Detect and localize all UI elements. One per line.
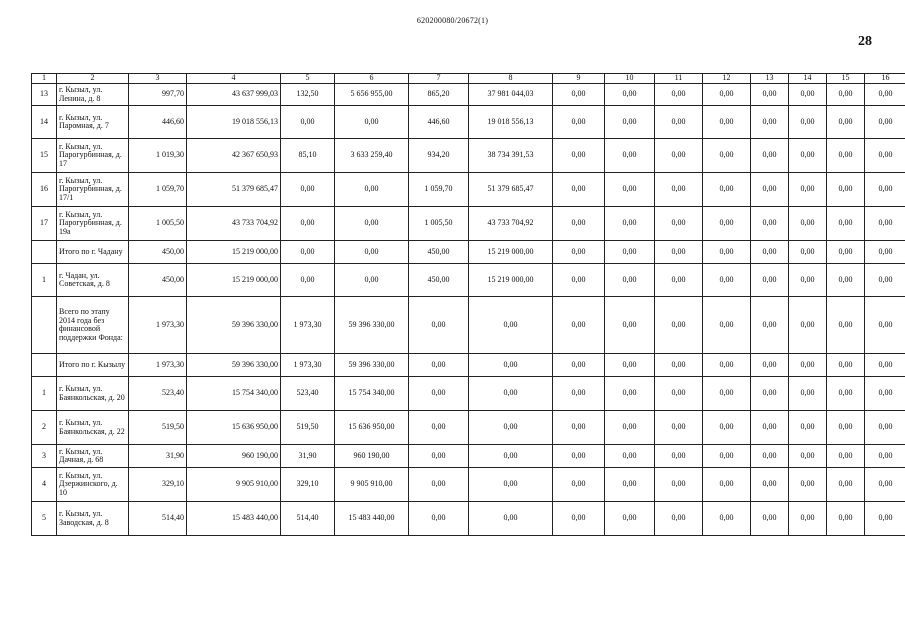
value-cell: 132,50 xyxy=(281,84,335,106)
table-row xyxy=(32,297,905,354)
value-cell: 0,00 xyxy=(469,445,553,468)
table-row xyxy=(32,139,905,173)
address-cell: г. Кызыл, ул. Дзержинского, д. 10 xyxy=(57,468,129,502)
value-cell: 43 637 999,03 xyxy=(187,84,281,106)
value-cell: 0,00 xyxy=(865,139,905,173)
row-number-cell xyxy=(32,241,57,264)
table-row xyxy=(32,468,905,502)
value-cell: 0,00 xyxy=(751,354,789,377)
column-number-row xyxy=(32,74,905,84)
value-cell: 0,00 xyxy=(703,241,751,264)
value-cell: 0,00 xyxy=(789,241,827,264)
value-cell: 0,00 xyxy=(553,173,605,207)
row-number-cell: 15 xyxy=(32,139,57,173)
value-cell: 0,00 xyxy=(703,106,751,139)
value-cell: 9 905 910,00 xyxy=(335,468,409,502)
value-cell: 0,00 xyxy=(789,377,827,411)
value-cell: 0,00 xyxy=(827,106,865,139)
value-cell: 1 973,30 xyxy=(281,297,335,354)
value-cell: 0,00 xyxy=(751,411,789,445)
value-cell: 523,40 xyxy=(281,377,335,411)
value-cell: 0,00 xyxy=(865,173,905,207)
value-cell: 0,00 xyxy=(827,377,865,411)
value-cell: 0,00 xyxy=(553,445,605,468)
address-cell: Итого по г. Кызылу xyxy=(57,354,129,377)
column-number: 10 xyxy=(605,74,655,84)
value-cell: 0,00 xyxy=(865,241,905,264)
table-row xyxy=(32,354,905,377)
value-cell: 0,00 xyxy=(605,445,655,468)
page-number: 28 xyxy=(858,34,872,49)
row-number-cell: 3 xyxy=(32,445,57,468)
value-cell: 0,00 xyxy=(751,468,789,502)
value-cell: 0,00 xyxy=(827,139,865,173)
value-cell: 1 973,30 xyxy=(129,354,187,377)
column-number: 2 xyxy=(57,74,129,84)
value-cell: 51 379 685,47 xyxy=(469,173,553,207)
value-cell: 1 005,50 xyxy=(129,207,187,241)
row-number-cell: 2 xyxy=(32,411,57,445)
value-cell: 329,10 xyxy=(281,468,335,502)
value-cell: 0,00 xyxy=(789,297,827,354)
value-cell: 19 018 556,13 xyxy=(469,106,553,139)
value-cell: 0,00 xyxy=(553,354,605,377)
value-cell: 0,00 xyxy=(469,354,553,377)
value-cell: 450,00 xyxy=(129,264,187,297)
column-number: 8 xyxy=(469,74,553,84)
column-number: 16 xyxy=(865,74,905,84)
value-cell: 0,00 xyxy=(789,173,827,207)
value-cell: 15 483 440,00 xyxy=(335,502,409,536)
value-cell: 0,00 xyxy=(789,411,827,445)
row-number-cell: 1 xyxy=(32,264,57,297)
value-cell: 0,00 xyxy=(751,502,789,536)
value-cell: 0,00 xyxy=(655,207,703,241)
value-cell: 0,00 xyxy=(703,502,751,536)
value-cell: 960 190,00 xyxy=(187,445,281,468)
value-cell: 15 219 000,00 xyxy=(469,241,553,264)
column-number: 12 xyxy=(703,74,751,84)
value-cell: 0,00 xyxy=(751,106,789,139)
value-cell: 15 219 000,00 xyxy=(187,264,281,297)
value-cell: 0,00 xyxy=(827,502,865,536)
document-id: 620200080/20672(1) xyxy=(416,16,489,25)
value-cell: 0,00 xyxy=(751,264,789,297)
value-cell: 997,70 xyxy=(129,84,187,106)
value-cell: 0,00 xyxy=(605,468,655,502)
address-cell: Итого по г. Чадану xyxy=(57,241,129,264)
value-cell: 0,00 xyxy=(553,106,605,139)
value-cell: 0,00 xyxy=(655,84,703,106)
value-cell: 0,00 xyxy=(409,468,469,502)
value-cell: 0,00 xyxy=(553,468,605,502)
value-cell: 0,00 xyxy=(605,207,655,241)
value-cell: 0,00 xyxy=(789,84,827,106)
value-cell: 0,00 xyxy=(281,241,335,264)
value-cell: 0,00 xyxy=(827,297,865,354)
value-cell: 0,00 xyxy=(605,502,655,536)
value-cell: 0,00 xyxy=(827,411,865,445)
address-cell: г. Кызыл, ул. Заводская, д. 8 xyxy=(57,502,129,536)
value-cell: 0,00 xyxy=(827,468,865,502)
value-cell: 43 733 704,92 xyxy=(187,207,281,241)
value-cell: 9 905 910,00 xyxy=(187,468,281,502)
value-cell: 0,00 xyxy=(553,297,605,354)
value-cell: 0,00 xyxy=(751,139,789,173)
value-cell: 0,00 xyxy=(703,207,751,241)
row-number-cell: 13 xyxy=(32,84,57,106)
value-cell: 0,00 xyxy=(865,84,905,106)
value-cell: 0,00 xyxy=(409,502,469,536)
value-cell: 0,00 xyxy=(751,445,789,468)
value-cell: 0,00 xyxy=(703,84,751,106)
column-number: 5 xyxy=(281,74,335,84)
value-cell: 0,00 xyxy=(827,264,865,297)
column-number: 14 xyxy=(789,74,827,84)
value-cell: 0,00 xyxy=(751,84,789,106)
row-number-cell: 1 xyxy=(32,377,57,411)
value-cell: 0,00 xyxy=(335,173,409,207)
value-cell: 0,00 xyxy=(865,106,905,139)
value-cell: 0,00 xyxy=(789,354,827,377)
value-cell: 0,00 xyxy=(655,264,703,297)
value-cell: 0,00 xyxy=(789,468,827,502)
value-cell: 31,90 xyxy=(129,445,187,468)
value-cell: 0,00 xyxy=(827,207,865,241)
column-number: 11 xyxy=(655,74,703,84)
row-number-cell: 4 xyxy=(32,468,57,502)
value-cell: 0,00 xyxy=(469,502,553,536)
value-cell: 450,00 xyxy=(409,241,469,264)
value-cell: 519,50 xyxy=(129,411,187,445)
value-cell: 0,00 xyxy=(703,354,751,377)
column-number: 6 xyxy=(335,74,409,84)
address-cell: г. Кызыл, ул. Парогурбинная, д. 17/1 xyxy=(57,173,129,207)
value-cell: 0,00 xyxy=(655,139,703,173)
value-cell: 0,00 xyxy=(703,297,751,354)
value-cell: 0,00 xyxy=(335,106,409,139)
value-cell: 15 219 000,00 xyxy=(187,241,281,264)
table-row xyxy=(32,84,905,106)
value-cell: 0,00 xyxy=(469,411,553,445)
value-cell: 0,00 xyxy=(789,502,827,536)
value-cell: 0,00 xyxy=(553,139,605,173)
value-cell: 0,00 xyxy=(409,411,469,445)
value-cell: 0,00 xyxy=(827,445,865,468)
address-cell: г. Кызыл, ул. Парогурбинная, д. 19а xyxy=(57,207,129,241)
value-cell: 59 396 330,00 xyxy=(187,297,281,354)
value-cell: 0,00 xyxy=(865,411,905,445)
value-cell: 0,00 xyxy=(605,297,655,354)
value-cell: 15 636 950,00 xyxy=(335,411,409,445)
value-cell: 1 019,30 xyxy=(129,139,187,173)
column-number: 15 xyxy=(827,74,865,84)
value-cell: 865,20 xyxy=(409,84,469,106)
value-cell: 0,00 xyxy=(827,241,865,264)
value-cell: 0,00 xyxy=(605,241,655,264)
value-cell: 31,90 xyxy=(281,445,335,468)
value-cell: 450,00 xyxy=(129,241,187,264)
value-cell: 0,00 xyxy=(827,354,865,377)
value-cell: 38 734 391,53 xyxy=(469,139,553,173)
value-cell: 0,00 xyxy=(703,264,751,297)
value-cell: 1 059,70 xyxy=(409,173,469,207)
address-cell: г. Кызыл, ул. Баянкольская, д. 20 xyxy=(57,377,129,411)
value-cell: 0,00 xyxy=(655,173,703,207)
table-row xyxy=(32,377,905,411)
value-cell: 59 396 330,00 xyxy=(187,354,281,377)
value-cell: 0,00 xyxy=(865,264,905,297)
value-cell: 514,40 xyxy=(281,502,335,536)
value-cell: 0,00 xyxy=(281,264,335,297)
row-number-cell xyxy=(32,297,57,354)
value-cell: 0,00 xyxy=(655,445,703,468)
value-cell: 0,00 xyxy=(335,264,409,297)
value-cell: 0,00 xyxy=(865,207,905,241)
column-number: 7 xyxy=(409,74,469,84)
value-cell: 0,00 xyxy=(789,106,827,139)
value-cell: 0,00 xyxy=(605,411,655,445)
value-cell: 0,00 xyxy=(827,84,865,106)
value-cell: 0,00 xyxy=(553,84,605,106)
column-number: 1 xyxy=(32,74,57,84)
value-cell: 1 059,70 xyxy=(129,173,187,207)
value-cell: 0,00 xyxy=(827,173,865,207)
value-cell: 0,00 xyxy=(789,139,827,173)
value-cell: 0,00 xyxy=(409,297,469,354)
table-row xyxy=(32,241,905,264)
row-number-cell: 16 xyxy=(32,173,57,207)
value-cell: 0,00 xyxy=(655,297,703,354)
address-cell: Всего по этапу 2014 года без финансовой поддержки Фонда: xyxy=(57,297,129,354)
value-cell: 0,00 xyxy=(605,139,655,173)
value-cell: 15 483 440,00 xyxy=(187,502,281,536)
row-number-cell: 17 xyxy=(32,207,57,241)
value-cell: 0,00 xyxy=(469,468,553,502)
value-cell: 934,20 xyxy=(409,139,469,173)
table-row xyxy=(32,106,905,139)
value-cell: 0,00 xyxy=(281,173,335,207)
value-cell: 0,00 xyxy=(703,468,751,502)
row-number-cell: 5 xyxy=(32,502,57,536)
address-cell: г. Кызыл, ул. Ленина, д. 8 xyxy=(57,84,129,106)
value-cell: 0,00 xyxy=(655,502,703,536)
value-cell: 1 973,30 xyxy=(281,354,335,377)
value-cell: 0,00 xyxy=(605,84,655,106)
value-cell: 0,00 xyxy=(655,241,703,264)
value-cell: 0,00 xyxy=(751,241,789,264)
table-row xyxy=(32,445,905,468)
value-cell: 51 379 685,47 xyxy=(187,173,281,207)
value-cell: 0,00 xyxy=(789,207,827,241)
value-cell: 0,00 xyxy=(703,411,751,445)
value-cell: 0,00 xyxy=(703,139,751,173)
value-cell: 329,10 xyxy=(129,468,187,502)
value-cell: 0,00 xyxy=(553,411,605,445)
address-cell: г. Кызыл, ул. Парогурбинная, д. 17 xyxy=(57,139,129,173)
value-cell: 0,00 xyxy=(281,207,335,241)
table-row xyxy=(32,502,905,536)
table-row xyxy=(32,207,905,241)
value-cell: 446,60 xyxy=(409,106,469,139)
value-cell: 0,00 xyxy=(553,502,605,536)
value-cell: 0,00 xyxy=(751,297,789,354)
address-cell: г. Кызыл, ул. Паромная, д. 7 xyxy=(57,106,129,139)
value-cell: 0,00 xyxy=(409,377,469,411)
value-cell: 0,00 xyxy=(865,354,905,377)
value-cell: 0,00 xyxy=(865,445,905,468)
value-cell: 514,40 xyxy=(129,502,187,536)
value-cell: 3 633 259,40 xyxy=(335,139,409,173)
value-cell: 15 754 340,00 xyxy=(187,377,281,411)
value-cell: 0,00 xyxy=(335,207,409,241)
value-cell: 43 733 704,92 xyxy=(469,207,553,241)
value-cell: 0,00 xyxy=(605,354,655,377)
value-cell: 0,00 xyxy=(655,354,703,377)
column-number: 13 xyxy=(751,74,789,84)
table-row xyxy=(32,173,905,207)
value-cell: 1 973,30 xyxy=(129,297,187,354)
value-cell: 5 656 955,00 xyxy=(335,84,409,106)
value-cell: 42 367 650,93 xyxy=(187,139,281,173)
row-number-cell: 14 xyxy=(32,106,57,139)
value-cell: 523,40 xyxy=(129,377,187,411)
value-cell: 0,00 xyxy=(409,445,469,468)
value-cell: 0,00 xyxy=(789,264,827,297)
value-cell: 0,00 xyxy=(789,445,827,468)
value-cell: 0,00 xyxy=(335,241,409,264)
column-number: 3 xyxy=(129,74,187,84)
value-cell: 0,00 xyxy=(553,377,605,411)
value-cell: 0,00 xyxy=(469,377,553,411)
value-cell: 0,00 xyxy=(553,264,605,297)
value-cell: 0,00 xyxy=(865,377,905,411)
value-cell: 0,00 xyxy=(655,411,703,445)
value-cell: 0,00 xyxy=(751,207,789,241)
value-cell: 0,00 xyxy=(703,377,751,411)
address-cell: г. Кызыл, ул. Баянкольская, д. 22 xyxy=(57,411,129,445)
value-cell: 0,00 xyxy=(605,173,655,207)
value-cell: 519,50 xyxy=(281,411,335,445)
value-cell: 59 396 330,00 xyxy=(335,354,409,377)
value-cell: 15 754 340,00 xyxy=(335,377,409,411)
value-cell: 0,00 xyxy=(865,297,905,354)
value-cell: 0,00 xyxy=(409,354,469,377)
value-cell: 0,00 xyxy=(655,106,703,139)
value-cell: 37 981 044,03 xyxy=(469,84,553,106)
value-cell: 0,00 xyxy=(751,377,789,411)
address-cell: г. Чадан, ул. Советская, д. 8 xyxy=(57,264,129,297)
value-cell: 85,10 xyxy=(281,139,335,173)
value-cell: 0,00 xyxy=(605,264,655,297)
table-row xyxy=(32,264,905,297)
column-number: 9 xyxy=(553,74,605,84)
value-cell: 0,00 xyxy=(281,106,335,139)
value-cell: 0,00 xyxy=(751,173,789,207)
row-number-cell xyxy=(32,354,57,377)
value-cell: 1 005,50 xyxy=(409,207,469,241)
value-cell: 0,00 xyxy=(605,106,655,139)
value-cell: 0,00 xyxy=(655,377,703,411)
value-cell: 960 190,00 xyxy=(335,445,409,468)
value-cell: 0,00 xyxy=(605,377,655,411)
value-cell: 15 219 000,00 xyxy=(469,264,553,297)
column-number: 4 xyxy=(187,74,281,84)
value-cell: 59 396 330,00 xyxy=(335,297,409,354)
table-row xyxy=(32,411,905,445)
value-cell: 0,00 xyxy=(865,468,905,502)
value-cell: 0,00 xyxy=(553,241,605,264)
value-cell: 450,00 xyxy=(409,264,469,297)
value-cell: 19 018 556,13 xyxy=(187,106,281,139)
value-cell: 0,00 xyxy=(865,502,905,536)
value-cell: 0,00 xyxy=(469,297,553,354)
value-cell: 0,00 xyxy=(655,468,703,502)
data-table xyxy=(31,73,905,536)
value-cell: 0,00 xyxy=(703,445,751,468)
value-cell: 0,00 xyxy=(553,207,605,241)
value-cell: 446,60 xyxy=(129,106,187,139)
value-cell: 0,00 xyxy=(703,173,751,207)
value-cell: 15 636 950,00 xyxy=(187,411,281,445)
address-cell: г. Кызыл, ул. Дачная, д. 68 xyxy=(57,445,129,468)
